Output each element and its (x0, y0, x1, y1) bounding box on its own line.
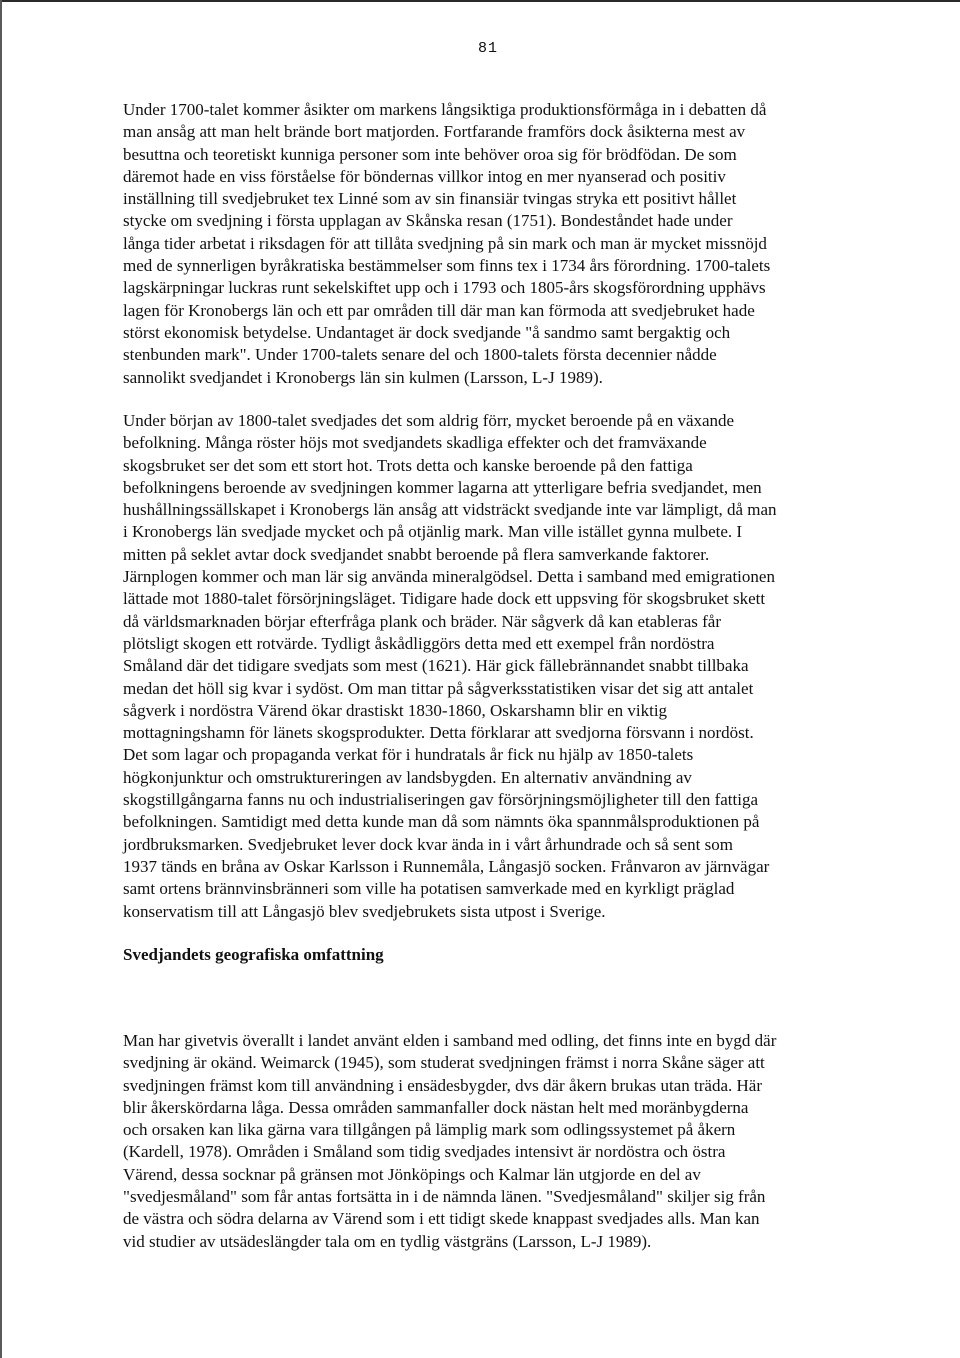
paragraph-line: Under början av 1800-talet svedjades det som aldrig förr, mycket beroende på en växande (123, 411, 735, 430)
scan-edge-top (0, 0, 960, 2)
paragraph-line: stenbunden mark". Under 1700-talets senare del och 1800-talets första decennier nådde (123, 345, 717, 365)
paragraph-line: med de synnerligen byråkratiska bestämmelser som finns tex i 1734 års förordning. 1700-talets (123, 256, 771, 276)
paragraph-line: inställning till svedjebruket tex Linné som av sin finansiär tvingas stryka ett positivt hållet (123, 189, 737, 209)
paragraph-line: störst ekonomisk betydelse. Undantaget är dock svedjande "å sandmo samt bergaktig och (123, 322, 731, 342)
paragraph-line: lagskärpningar luckras runt sekelskiftet upp och i 1793 och 1805-års skogsförordning upphävs (123, 278, 766, 298)
paragraph-line: (Kardell, 1978). Områden i Småland som tidig svedjades intensivt är nordöstra och östra (123, 1142, 726, 1162)
paragraph-2 (123, 410, 871, 923)
paragraph-line: befolkning. Många röster höjs mot svedjandets skadliga effekter och det framväxande (123, 433, 707, 453)
paragraph-line: lättade mot 1880-talet försörjningsläget. Tidigare hade dock ett uppsving för skogsbruket skett (123, 589, 766, 609)
paragraph-line: långa tider arbetat i riksdagen för att tillåta svedjning på sin mark och man är mycket missnöjd (123, 233, 767, 253)
paragraph-line: svedjningen främst kom till användning i ensädesbygder, dvs där åkern brukas utan träda. Här (123, 1075, 763, 1095)
paragraph-line: Värend, dessa socknar på gränsen mot Jönköpings och Kalmar län utgjorde en del av (123, 1164, 701, 1184)
paragraph-line: plötsligt skogen ett rotvärde. Tydligt åskådliggörs detta med ett exempel från nordöstra (123, 633, 715, 653)
paragraph-line: 1937 tänds en bråna av Oskar Karlsson i Runnemåla, Långasjö socken. Frånvaron av järnvägar (123, 856, 770, 876)
paragraph-line: och orsaken kan lika gärna vara tillgången på lämplig mark som odlingssystemet på åkern (123, 1120, 736, 1140)
paragraph-line: samt ortens brännvinsbränneri som ville ha potatisen samverkade med en kyrkligt präglad (123, 879, 735, 899)
paragraph-line: Under 1700-talet kommer åsikter om markens långsiktiga produktionsförmåga in i debatten då (123, 100, 767, 119)
paragraph-line: svedjning är okänd. Weimarck (1945), som studerat svedjningen främst i norra Skåne säger att (123, 1053, 765, 1073)
paragraph-line: konservatism till att Långasjö blev svedjebrukets sista utpost i Sverige. (123, 901, 606, 921)
paragraph-line: mitten på seklet avtar dock svedjandet snabbt beroende på flera samverkande faktorer. (123, 544, 710, 564)
paragraph-line: i Kronobergs län svedjade mycket och på otjänlig mark. Man ville istället gynna mulbete. I (123, 522, 743, 542)
paragraph-line: vid studier av utsädeslängder tala om en tydlig västgräns (Larsson, L-J 1989). (123, 1231, 652, 1251)
paragraph-line: Järnplogen kommer och man lär sig använda mineralgödsel. Detta i samband med emigrationen (123, 567, 775, 587)
paragraph-line: stycke om svedjning i första upplagan av Skånska resan (1751). Bondeståndet hade under (123, 211, 733, 231)
paragraph-line: skogstillgångarna fanns nu och industrialiseringen gav försörjningsmöjligheter till den fattiga (123, 790, 759, 810)
paragraph-line: då världsmarknaden börjar efterfråga plank och bräder. När sågverk då kan etableras får (123, 611, 722, 631)
scan-edge-left (0, 0, 2, 1358)
paragraph-line: Småland där det tidigare svedjats som mest (1621). Här gick fällebrännandet snabbt tillbaka (123, 656, 749, 676)
paragraph-line: befolkningen. Samtidigt med detta kunde man då som nämnts öka spannmålsproduktionen på (123, 812, 760, 832)
page-number: 81 (478, 40, 499, 57)
paragraph-line: Det som lagar och propaganda verkat för i hundratals år fick nu hjälp av 1850-talets (123, 745, 694, 765)
paragraph-line: blir åkerskördarna låga. Dessa områden sammanfaller dock nästan helt med moränbygderna (123, 1097, 749, 1117)
paragraph-line: medan det höll sig kvar i sydöst. Om man tittar på sågverksstatistiken visar det sig att antalet (123, 678, 754, 698)
paragraph-line: jordbruksmarken. Svedjebruket lever dock kvar ända in i vårt århundrade och så sent som (123, 834, 733, 854)
paragraph-line: skogsbruket ser det som ett stort hot. Trots detta och kanske beroende på den fattiga (123, 455, 693, 475)
paragraph-line: högkonjunktur och omstruktureringen av landsbygden. En alternativ användning av (123, 767, 692, 787)
paragraph-line: sannolikt svedjandet i Kronobergs län sin kulmen (Larsson, L-J 1989). (123, 367, 603, 387)
paragraph-line: man ansåg att man helt brände bort matjorden. Fortfarande framförs dock åsikterna mest av (123, 122, 746, 142)
paragraph-line: lagen för Kronobergs län och ett par områden till där man kan förmoda att svedjebruket hade (123, 300, 755, 320)
paragraph-3 (123, 1030, 871, 1253)
paragraph-1 (123, 99, 871, 389)
paragraph-line: besuttna och teoretiskt kunniga personer som inte behöver oroa sig för brödfödan. De som (123, 144, 737, 164)
paragraph-line: hushållningssällskapet i Kronobergs län ansåg att vidsträckt svedjande inte var lämpligt, då man (123, 500, 777, 520)
paragraph-line: mottagningshamn för länets skogsprodukter. Detta förklarar att svedjorna försvann i nordöst. (123, 723, 754, 743)
section-heading: Svedjandets geografiska omfattning (123, 945, 384, 964)
paragraph-line: befolkningens beroende av svedjningen kommer lagarna att ytterligare befria svedjandet, men (123, 477, 762, 497)
paragraph-line: de västra och södra delarna av Värend som i ett tidigt skede knappast svedjades alls. Man kan (123, 1209, 760, 1229)
paragraph-line: "svedjesmåland" som får antas fortsätta in i de nämnda länen. "Svedjesmåland" skiljer sig från (123, 1187, 766, 1207)
paragraph-line: sågverk i nordöstra Värend ökar drastiskt 1830-1860, Oskarshamn blir en viktig (123, 700, 668, 720)
paragraph-line: däremot hade en viss förståelse för böndernas villkor intog en mer nyanserad och positiv (123, 166, 726, 186)
paragraph-line: Man har givetvis överallt i landet använt elden i samband med odling, det finns inte en bygd där (123, 1031, 777, 1050)
